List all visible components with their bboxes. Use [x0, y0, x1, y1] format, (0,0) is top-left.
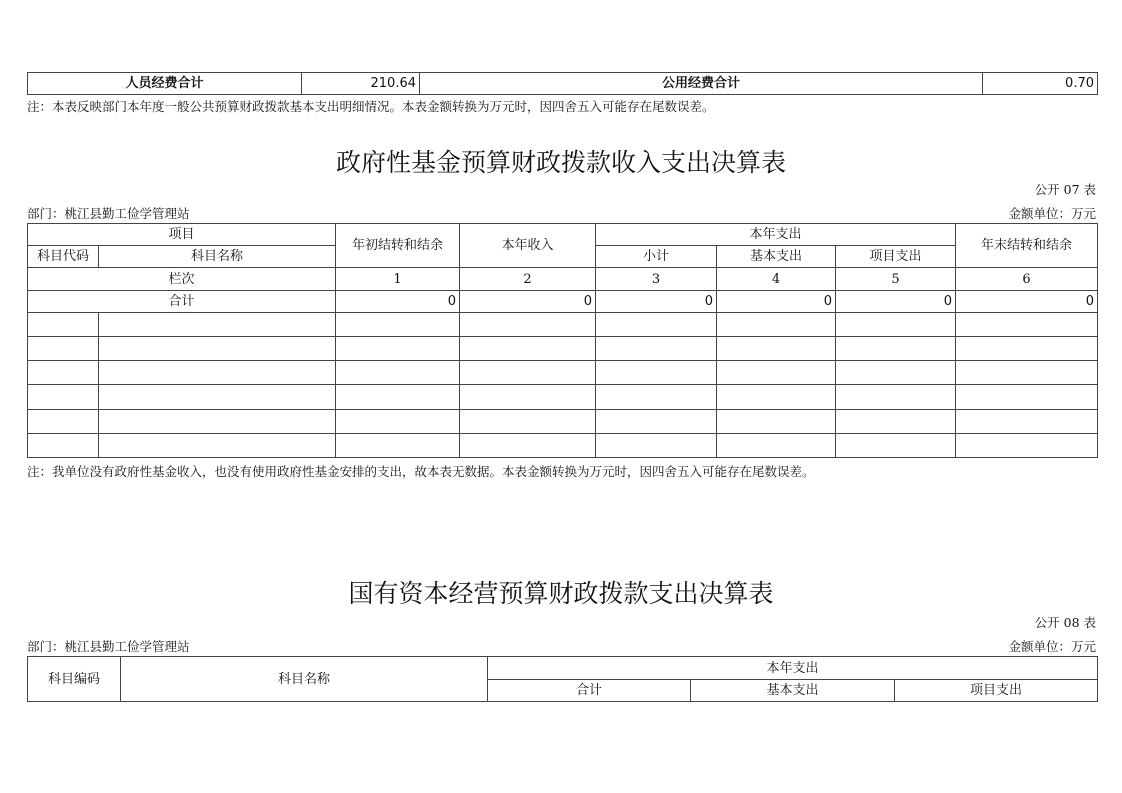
column-number-label: 栏次: [28, 268, 336, 291]
table-row: [28, 434, 1098, 458]
total-value: 0: [956, 291, 1098, 313]
header-basic: 基本支出: [717, 246, 836, 268]
table-row: [28, 337, 1098, 361]
header-code: 科目编码: [28, 657, 121, 702]
column-number: 1: [336, 268, 460, 291]
header-basic: 基本支出: [691, 680, 895, 702]
total-label: 合计: [28, 291, 336, 313]
table07-title: 政府性基金预算财政拨款收入支出决算表: [335, 148, 786, 177]
summary-table: [27, 72, 1098, 95]
column-number: 5: [836, 268, 956, 291]
table08-department: 部门：桃江县勤工俭学管理站: [27, 639, 190, 654]
table07: [27, 223, 1098, 458]
header-name: 科目名称: [99, 246, 336, 268]
total-value: 0: [596, 291, 717, 313]
header-expenditure: 本年支出: [488, 657, 1098, 680]
table-row: [28, 410, 1098, 434]
total-value: 0: [336, 291, 460, 313]
table-row: [28, 313, 1098, 337]
total-value: 0: [717, 291, 836, 313]
total-row: [28, 291, 1098, 313]
total-value: 0: [460, 291, 596, 313]
header-expenditure: 本年支出: [596, 224, 956, 246]
table07-department: 部门：桃江县勤工俭学管理站: [27, 206, 190, 221]
header-subtotal: 小计: [596, 246, 717, 268]
header-code: 科目代码: [28, 246, 99, 268]
header-total: 合计: [488, 680, 691, 702]
public-total-label: 公用经费合计: [420, 73, 983, 95]
table07-note: 注：我单位没有政府性基金收入，也没有使用政府性基金安排的支出，故本表无数据。本表金额转换为万元时，因四舍五入可能存在尾数误差。: [27, 464, 815, 479]
column-number: 3: [596, 268, 717, 291]
table08-title: 国有资本经营预算财政拨款支出决算表: [348, 579, 774, 608]
header-opening-balance: 年初结转和结余: [336, 224, 460, 268]
column-number: 2: [460, 268, 596, 291]
personnel-total-value: 210.64: [302, 73, 420, 95]
header-income: 本年收入: [460, 224, 596, 268]
summary-note: 注：本表反映部门本年度一般公共预算财政拨款基本支出明细情况。本表金额转换为万元时，因四舍五入可能存在尾数误差。: [27, 99, 715, 114]
table08-code: 公开 08 表: [1034, 615, 1096, 630]
column-number-row: [28, 268, 1098, 291]
table-row: [28, 385, 1098, 410]
table-row: [28, 361, 1098, 385]
header-project-exp: 项目支出: [895, 680, 1098, 702]
header-project: 项目: [28, 224, 336, 246]
public-total-value: 0.70: [983, 73, 1098, 95]
table08: [27, 656, 1098, 702]
column-number: 4: [717, 268, 836, 291]
total-value: 0: [836, 291, 956, 313]
column-number: 6: [956, 268, 1098, 291]
table07-unit: 金额单位：万元: [1008, 206, 1096, 221]
table08-unit: 金额单位：万元: [1008, 639, 1096, 654]
table07-code: 公开 07 表: [1034, 182, 1096, 197]
header-name: 科目名称: [121, 657, 488, 702]
header-closing-balance: 年末结转和结余: [956, 224, 1098, 268]
header-project-exp: 项目支出: [836, 246, 956, 268]
personnel-total-label: 人员经费合计: [28, 73, 302, 95]
